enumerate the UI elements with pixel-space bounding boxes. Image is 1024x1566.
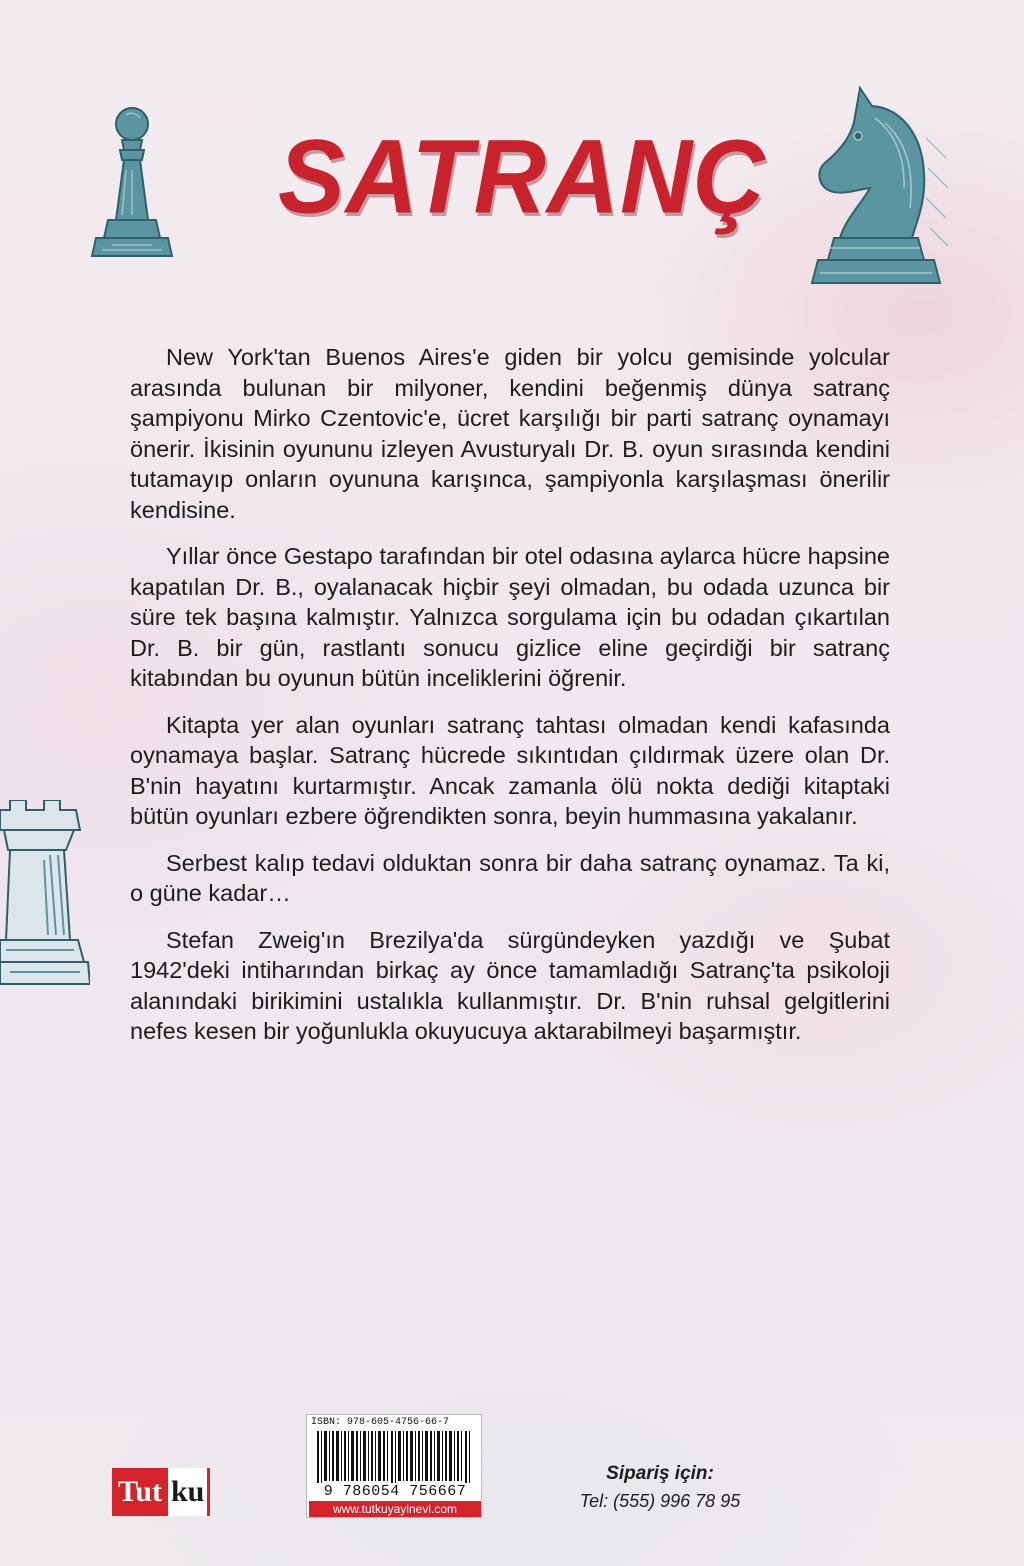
barcode bbox=[306, 1414, 482, 1518]
logo-black-part: ku bbox=[168, 1468, 210, 1516]
blurb bbox=[130, 342, 890, 1063]
rook-icon bbox=[0, 800, 90, 990]
barcode-bars bbox=[315, 1431, 475, 1485]
publisher-website: www.tutkuyayinevi.com bbox=[309, 1501, 481, 1517]
order-phone: Tel: (555) 996 78 95 bbox=[579, 1491, 741, 1511]
blurb-paragraph: Serbest kalıp tedavi olduktan sonra bir daha satranç oynamaz. Ta ki, o güne kadar… bbox=[130, 849, 890, 906]
blurb-paragraph: Yıllar önce Gestapo tarafından bir otel odasına aylarca hücre hapsine kapatılan Dr. B., oyalanacak hiçbir şeyi olmadan, bu odada uzunca bir süre tek başına kalmıştır. Yalnızca sorgulama için bu odadan çıkartılan Dr. B. bir gün, rastlantı sonucu gizlice eline geçirdiği bir satranç kitabından bu oyunun bütün inceliklerini öğrenir. bbox=[130, 543, 890, 691]
order-label: Sipariş için: bbox=[606, 1463, 714, 1484]
barcode-digits: 9 786054 756667 bbox=[311, 1483, 479, 1500]
blurb-paragraph: New York'tan Buenos Aires'e giden bir yolcu gemisinde yolcular arasında bulunan bir milyoner, kendini beğenmiş dünya satranç şampiyonu Mirko Czentovic'e, ücret karşılığı bir parti satranç oynamayı önerir. İkisinin oyununu izleyen Avusturyalı Dr. B. oyun sırasında kendini tutamayıp onların oyununa karışınca, şampiyonla karşılaşması önerilir kendisine. bbox=[130, 344, 890, 523]
logo-red-part: Tut bbox=[112, 1468, 168, 1516]
blurb-paragraph: Stefan Zweig'ın Brezilya'da sürgündeyken yazdığı ve Şubat 1942'deki intiharından birkaç ay önce tamamladığı Satranç'ta psikoloji alanındaki birikimini ustalıkla kullanmıştır. Dr. B'nin ruhsal gelgitlerini nefes kesen bir yoğunlukla okuyucuya aktarabilmeyi başarmıştır. bbox=[130, 926, 890, 1044]
pawn-icon bbox=[82, 100, 182, 270]
isbn-label: ISBN: 978-605-4756-66-7 bbox=[311, 1417, 450, 1428]
blurb-paragraph: Kitapta yer alan oyunları satranç tahtası olmadan kendi kafasında oynamaya başlar. Satranç hücrede sıkıntıdan çıldırmak üzere olan Dr. B'nin hayatını kurtarmıştır. Ancak zamanla ölü nokta dediği kitaptaki bütün oyunları ezbere öğrendikten sonra, beyin hummasına yakalanır. bbox=[130, 711, 890, 829]
book-title: SATRANÇ bbox=[278, 118, 767, 236]
publisher-logo bbox=[112, 1468, 222, 1516]
knight-icon bbox=[800, 78, 950, 308]
